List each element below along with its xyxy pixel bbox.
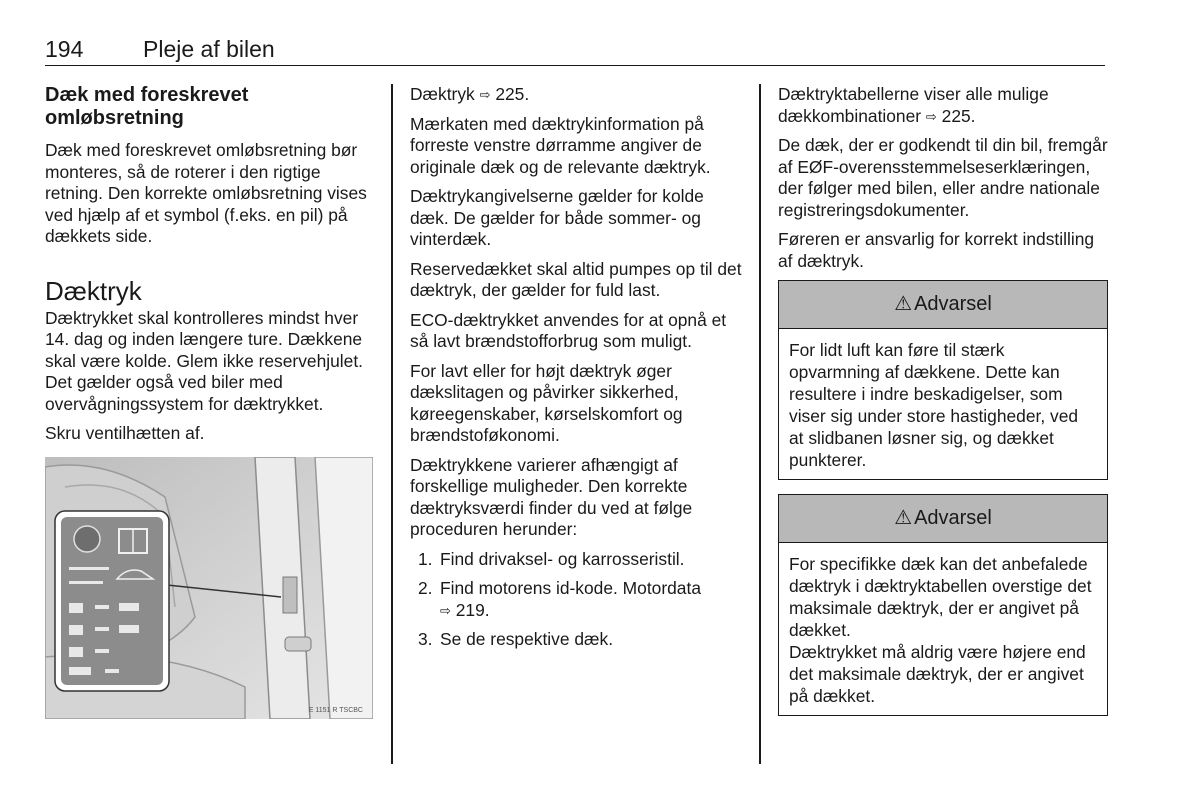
warning-triangle-icon: ⚠ bbox=[894, 292, 913, 315]
step-number: 1. bbox=[418, 548, 433, 569]
ref-page[interactable]: 225. bbox=[495, 84, 530, 104]
warning-title: Advarsel bbox=[914, 506, 992, 529]
arrow-ref-icon: ⇨ bbox=[440, 602, 451, 618]
paragraph: For lavt eller for højt dæktryk øger dækslitagen og påvirker sikkerhed, køreegenskaber, kørselskomfort og brændstoføkonomi. bbox=[410, 360, 683, 445]
reference-line bbox=[410, 84, 745, 106]
door-frame-illustration bbox=[45, 457, 373, 719]
warning-text: For specifikke dæk kan det anbefalede dæktryk i dæktryktabellen overstige det maksimale dæktryk, der er angivet på dækket. bbox=[789, 554, 1092, 640]
sub-heading: Dæk med foreskrevet omløbsretning bbox=[45, 84, 249, 129]
page-number: 194 bbox=[45, 36, 84, 62]
list-item bbox=[418, 549, 745, 571]
figure-code: E 1151 R TSCBC bbox=[308, 706, 363, 714]
warning-body bbox=[779, 543, 1107, 715]
step-number: 3. bbox=[418, 629, 433, 649]
column-1 bbox=[45, 84, 375, 719]
paragraph: ECO-dæktrykket anvendes for at opnå et så lavt brændstofforbrug som muligt. bbox=[410, 309, 727, 351]
warning-box bbox=[778, 280, 1108, 480]
ref-page[interactable]: 225. bbox=[941, 105, 976, 126]
column-divider bbox=[759, 84, 761, 764]
paragraph: Føreren er ansvarlig for korrekt indstilling af dæktryk. bbox=[778, 229, 1095, 271]
warning-body bbox=[779, 329, 1107, 479]
paragraph: Skru ventilhætten af. bbox=[45, 423, 205, 443]
paragraph: Dæk med foreskrevet omløbsretning bør monteres, så de roterer i den rigtige retning. Den korrekte omløbsretning vises ved hjælp af et symbol (f.eks. en pil) på dækkets side. bbox=[45, 140, 367, 246]
ref-text: Dæktryk bbox=[410, 84, 475, 104]
paragraph: Mærkaten med dæktrykinformation på forreste venstre dørramme angiver de originale dæk og de relevante dæktryk. bbox=[410, 113, 711, 177]
column-3 bbox=[778, 84, 1108, 730]
warning-box bbox=[778, 494, 1108, 716]
page-header bbox=[45, 36, 1105, 66]
warning-text: For lidt luft kan føre til stærk opvarmning af dækkene. Dette kan resultere i indre beskadigelser, som viser sig under store hastigheder, ved at slidbanen løsner sig, og dækket punkterer. bbox=[789, 340, 1079, 470]
paragraph: Dæktrykket skal kontrolleres mindst hver 14. dag og inden længere ture. Dækkene skal være kolde. Glem ikke reservehjulet. Det gælder også ved biler med overvågningssystem for dæktrykket. bbox=[45, 307, 363, 414]
arrow-ref-icon: ⇨ bbox=[925, 108, 937, 124]
paragraph: Dæktrykangivelserne gælder for kolde dæk. De gælder for både sommer- og vinterdæk. bbox=[410, 186, 704, 249]
list-item bbox=[418, 629, 745, 651]
paragraph: Reservedækket skal altid pumpes op til det dæktryk, der gælder for fuld last. bbox=[410, 258, 742, 300]
arrow-ref-icon: ⇨ bbox=[479, 87, 491, 102]
step-number: 2. bbox=[418, 578, 433, 598]
warning-triangle-icon: ⚠ bbox=[894, 506, 913, 529]
section-heading: Dæktryk bbox=[45, 275, 142, 306]
paragraph-text: Dæktryktabellerne viser alle mulige dækkombinationer bbox=[778, 84, 1049, 126]
chapter-title: Pleje af bilen bbox=[143, 36, 275, 62]
step-text-main: Find motorens id-kode. Motordata bbox=[440, 578, 701, 598]
paragraph: De dæk, der er godkendt til din bil, fremgår af EØF-overensstemmelseserklæringen, der følger med bilen, eller andre nationale registreringsdokumenter. bbox=[778, 135, 1108, 220]
paragraph bbox=[778, 84, 1108, 127]
column-divider bbox=[391, 84, 393, 764]
tire-pressure-label-figure bbox=[45, 457, 373, 719]
column-2 bbox=[410, 84, 745, 659]
list-item bbox=[418, 578, 745, 621]
step-text bbox=[440, 578, 701, 621]
ref-page[interactable]: 219. bbox=[455, 599, 490, 620]
paragraph: Dæktrykkene varierer afhængigt af forskellige muligheder. Den korrekte dæktryksværdi finder du ved at følge proceduren herunder: bbox=[410, 454, 693, 539]
step-text: Find drivaksel- og karrosseristil. bbox=[440, 548, 685, 569]
warning-title: Advarsel bbox=[914, 292, 992, 315]
step-text: Se de respektive dæk. bbox=[440, 629, 614, 649]
warning-header bbox=[779, 281, 1107, 329]
warning-text: Dæktrykket må aldrig være højere end det maksimale dæktryk, der er angivet på dækket. bbox=[789, 642, 1086, 706]
warning-header bbox=[779, 495, 1107, 543]
procedure-list bbox=[418, 549, 745, 651]
